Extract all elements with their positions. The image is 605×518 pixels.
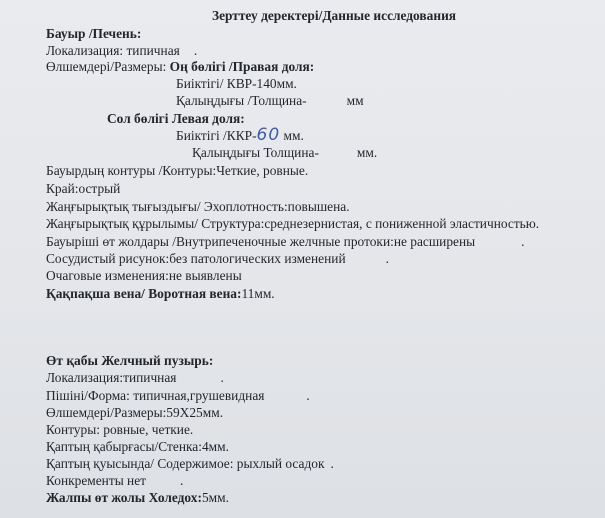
gallbladder-sizes: Өлшемдері/Размеры:59Х25мм. bbox=[46, 405, 224, 420]
liver-edge: Край:острый bbox=[46, 181, 121, 196]
gallbladder-content: Қаптың қуысында/ Содержимое: рыхлый осадок . bbox=[46, 456, 334, 471]
liver-contours: Бауырдың контуры /Контуры:Четкие, ровные. bbox=[46, 163, 309, 178]
handwritten-value: 60 bbox=[256, 125, 281, 145]
left-lobe-header: Сол бөлігі Левая доля: bbox=[107, 111, 245, 126]
liver-echo-density: Жаңғырықтық тығыздығы/ Эхоплотность:повышена. bbox=[46, 199, 350, 214]
liver-echo-structure: Жаңғырықтық құрылымы/ Структура:среднезернистая, с пониженной эластичностью. bbox=[46, 216, 540, 231]
gallbladder-header: Өт қабы Желчный пузырь: bbox=[46, 353, 214, 368]
gallbladder-localization: Локализация:типичная . bbox=[46, 370, 224, 385]
gallbladder-wall: Қаптың қабырғасы/Стенка:4мм. bbox=[46, 439, 229, 454]
gallbladder-contours: Контуры: ровные, четкие. bbox=[46, 422, 194, 437]
liver-sizes: Өлшемдері/Размеры: Оң бөлігі /Правая доля: bbox=[46, 59, 315, 74]
liver-focal: Очаговые изменения:не выявлены bbox=[46, 268, 242, 283]
liver-bile-ducts: Бауырішi өт жолдары /Внутрипеченочные желчные протоки:не расширены . bbox=[46, 234, 525, 249]
left-lobe-height: Биіктігі /ККР-60 мм. bbox=[176, 125, 304, 145]
gallbladder-shape: Пiшiнi/Форма: типичная,грушевидная . bbox=[46, 388, 310, 403]
document-title: Зерттеу деректері/Данные исследования bbox=[212, 8, 457, 23]
liver-header: Бауыр /Печень: bbox=[46, 26, 142, 41]
left-lobe-thickness: Қалыңдығы Толщина- мм. bbox=[192, 145, 378, 160]
gallbladder-stones: Конкременты нет . bbox=[46, 473, 184, 488]
portal-vein: Қақпақша вена/ Воротная вена:11мм. bbox=[46, 286, 275, 301]
common-bile-duct: Жалпы өт жолы Холедох:5мм. bbox=[46, 490, 229, 505]
right-lobe-thickness: Қалыңдығы /Толщина- мм bbox=[176, 93, 364, 108]
liver-vascular: Сосудистый рисунок:без патологических изменений . bbox=[46, 251, 389, 266]
liver-localization: Локализация: типичная . bbox=[46, 43, 198, 58]
right-lobe-height: Биіктігі/ КВР-140мм. bbox=[176, 76, 297, 91]
